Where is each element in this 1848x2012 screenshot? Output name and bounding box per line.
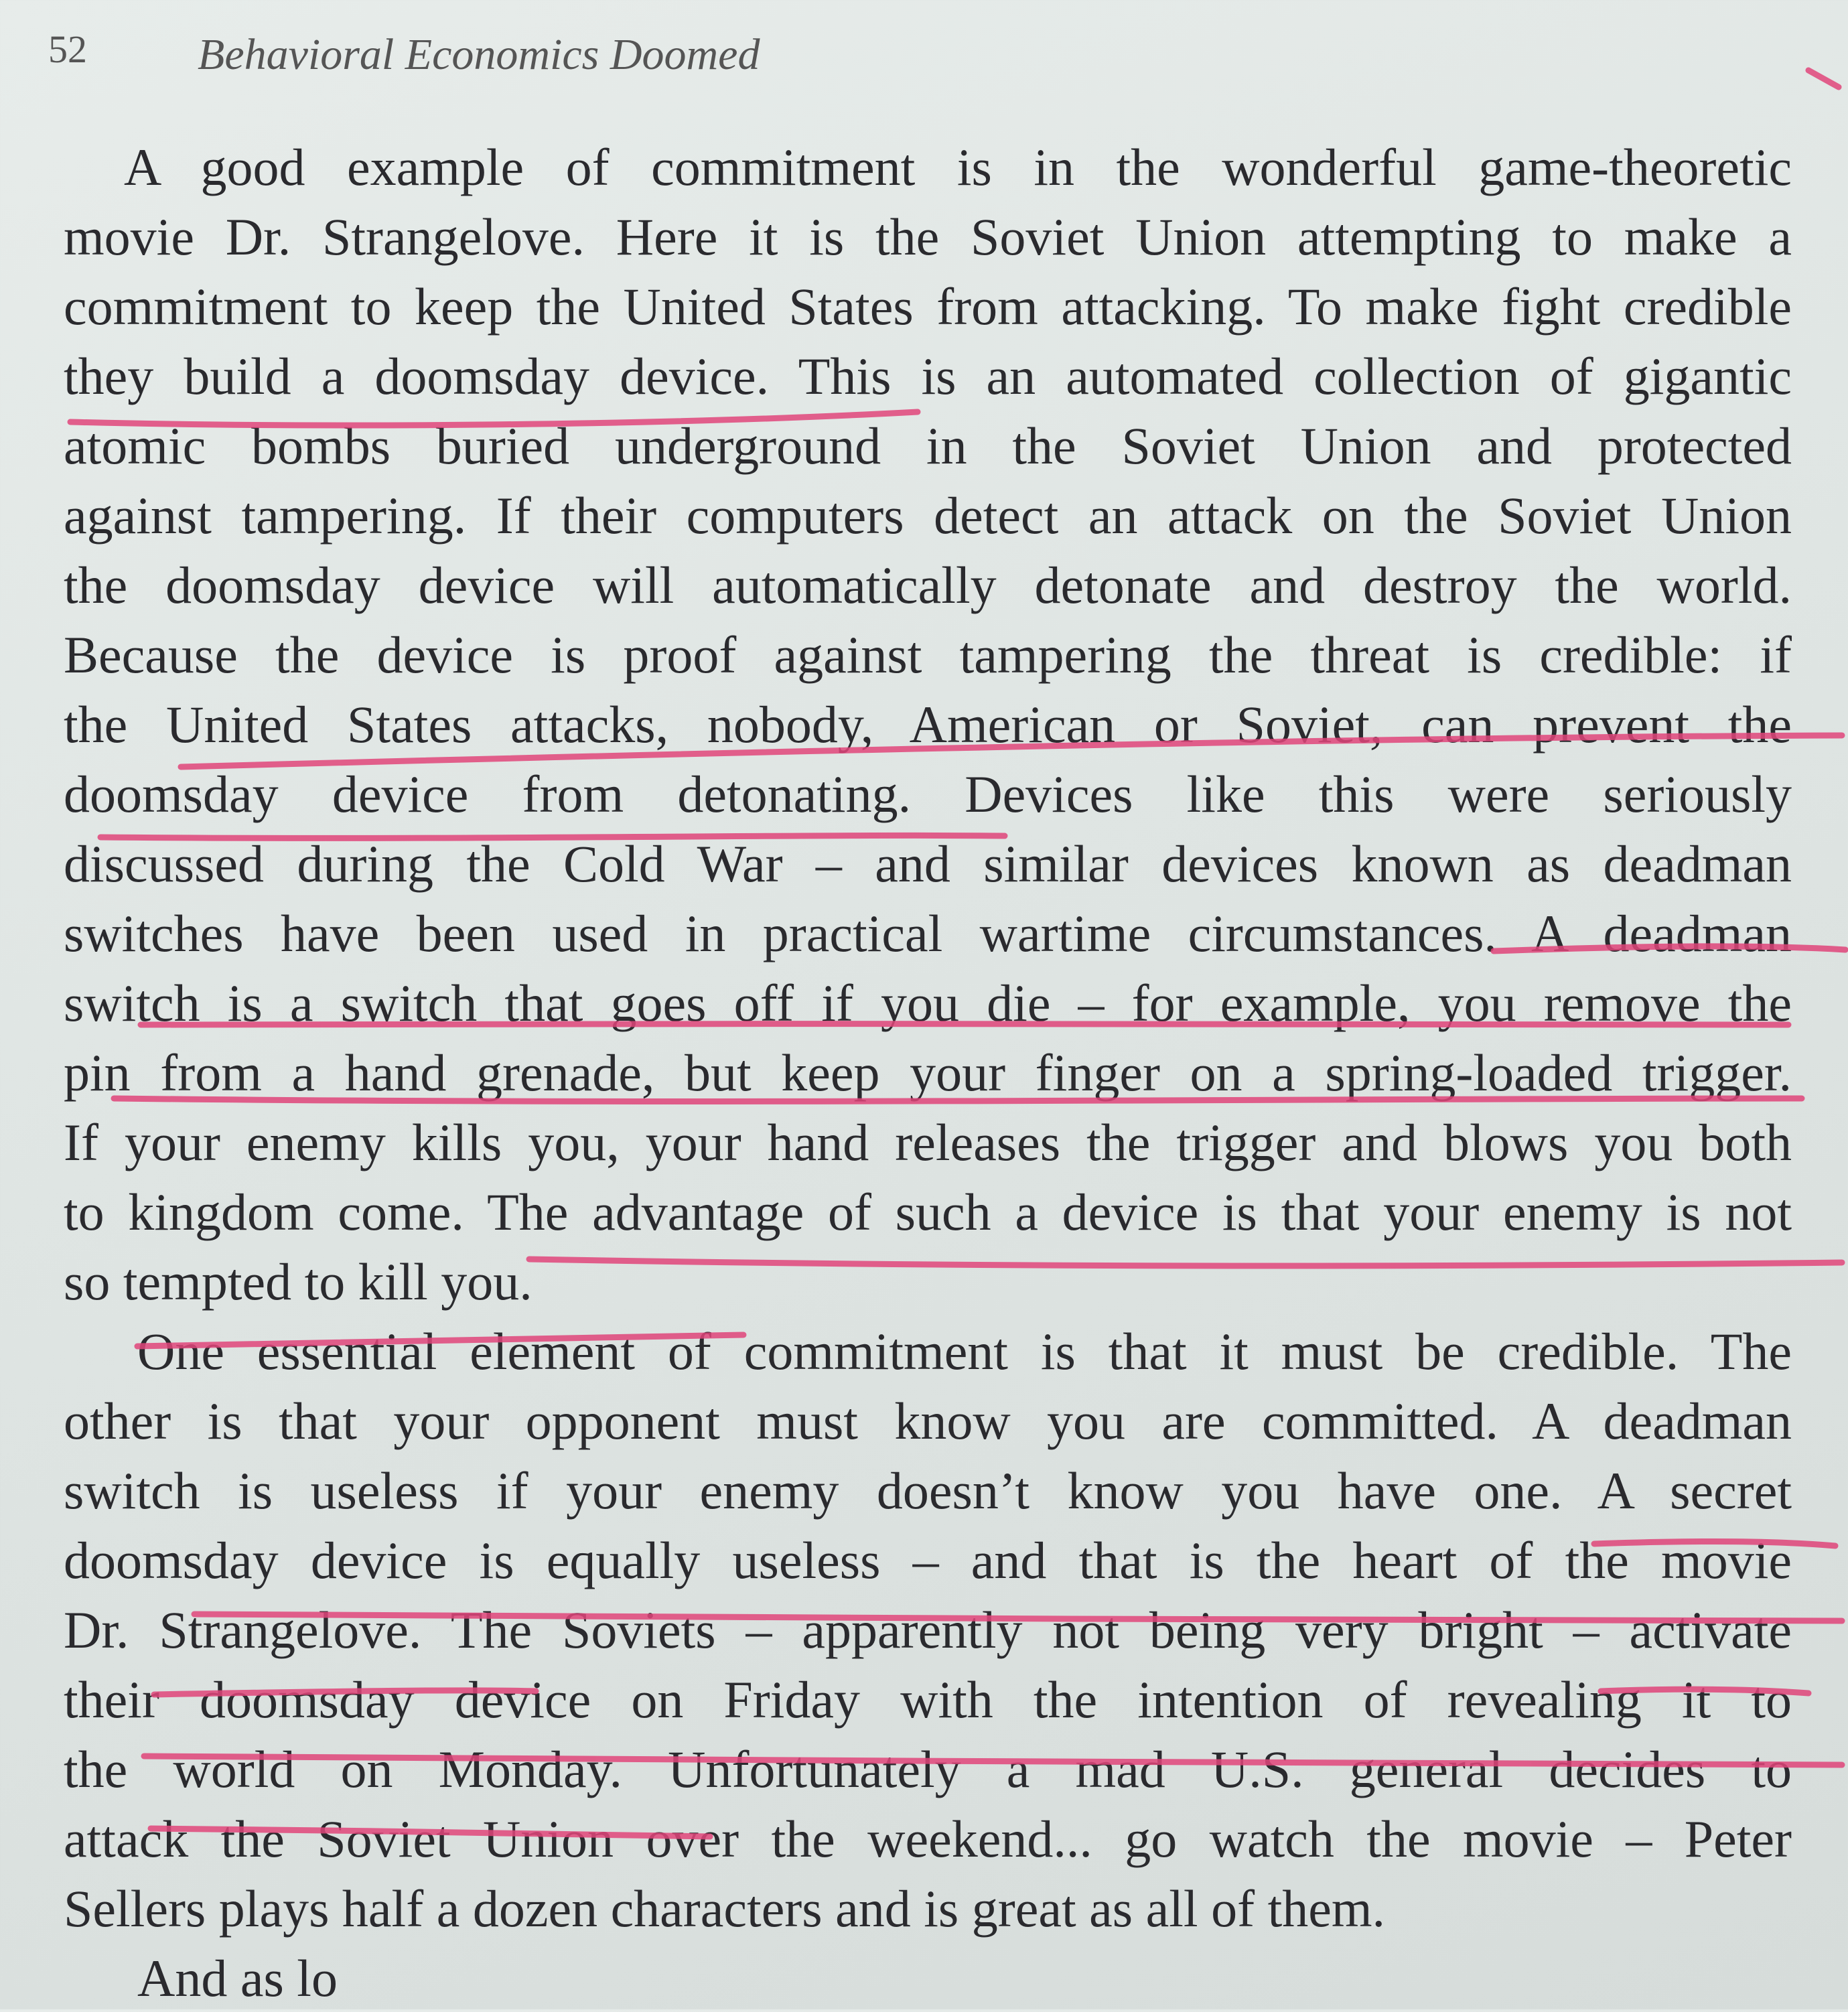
text-line: doomsday device from detonating. Devices like this were seriously	[64, 765, 1792, 823]
text-line: commitment to keep the United States from attacking. To make fight credible	[64, 277, 1792, 336]
text-line: A good example of commitment is in the wonderful game-theoretic	[124, 138, 1792, 196]
running-head: Behavioral Economics Doomed	[198, 30, 760, 79]
text-line: switches have been used in practical wartime circumstances. A deadman	[64, 904, 1792, 962]
text-line: discussed during the Cold War – and similar devices known as deadman	[64, 835, 1792, 893]
text-line: If your enemy kills you, your hand releases the trigger and blows you both	[64, 1113, 1792, 1171]
underline-mark	[1808, 70, 1839, 87]
text-line: the United States attacks, nobody, American or Soviet, can prevent the	[64, 695, 1792, 753]
text-line: their doomsday device on Friday with the intention of revealing it to	[64, 1670, 1792, 1729]
text-line: One essential element of commitment is that it must be credible. The	[137, 1322, 1792, 1380]
page-number: 52	[48, 27, 87, 71]
text-line: attack the Soviet Union over the weekend... go watch the movie – Peter	[64, 1810, 1792, 1868]
text-line: atomic bombs buried underground in the Soviet Union and protected	[64, 417, 1792, 475]
text-line: to kingdom come. The advantage of such a device is that your enemy is not	[64, 1183, 1792, 1241]
text-line: movie Dr. Strangelove. Here it is the Soviet Union attempting to make a	[64, 208, 1792, 266]
text-line: switch is useless if your enemy doesn’t know you have one. A secret	[64, 1461, 1792, 1520]
text-line: Dr. Strangelove. The Soviets – apparently not being very bright – activate	[64, 1601, 1792, 1659]
text-line: other is that your opponent must know you are committed. A deadman	[64, 1392, 1792, 1450]
text-line: switch is a switch that goes off if you die – for example, you remove the	[64, 974, 1792, 1032]
text-line: Sellers plays half a dozen characters and is great as all of them.	[64, 1879, 1386, 1938]
text-line: so tempted to kill you.	[64, 1252, 532, 1311]
text-line: doomsday device is equally useless – and that is the heart of the movie	[64, 1531, 1792, 1589]
text-line: the world on Monday. Unfortunately a mad U.S. general decides to	[64, 1740, 1792, 1798]
text-line: pin from a hand grenade, but keep your finger on a spring-loaded trigger.	[64, 1044, 1792, 1102]
text-line: And as lo	[137, 1949, 338, 2007]
text-line: against tampering. If their computers detect an attack on the Soviet Union	[64, 486, 1792, 545]
text-line: the doomsday device will automatically detonate and destroy the world.	[64, 556, 1792, 614]
text-line: they build a doomsday device. This is an automated collection of gigantic	[64, 347, 1792, 405]
text-line: Because the device is proof against tampering the threat is credible: if	[64, 626, 1792, 684]
